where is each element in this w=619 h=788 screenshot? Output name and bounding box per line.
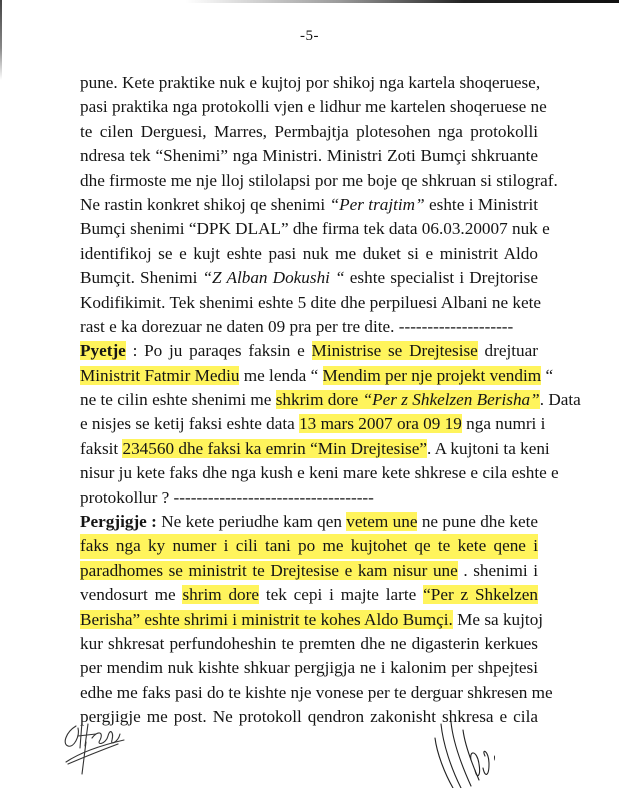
scan-top-edge xyxy=(0,0,619,3)
page-number: -5- xyxy=(300,28,319,44)
highlighted-text: 234560 dhe faksi ka emrin “Min Drejtesise” xyxy=(122,438,428,458)
document-body xyxy=(80,71,581,730)
question-label: Pyetje xyxy=(80,341,126,361)
text-run: . A kujtoni ta keni xyxy=(427,438,550,458)
text-line: kur shkresat perfundoheshin te premten dhe ne digasterin kerkues xyxy=(80,633,538,653)
text-line: rast e ka dorezuar ne daten 09 pra per tre dite. -------------------- xyxy=(80,316,514,336)
highlighted-text: Mendim per nje projekt vendim xyxy=(322,365,542,385)
text-line xyxy=(80,583,538,607)
text-line xyxy=(80,559,538,583)
text-line: pergjigje me post. Ne protokoll qendron zakonisht shkresa e cila xyxy=(80,707,538,727)
text-line: nisur ju kete faks dhe nga kush e keni mare kete shkrese e cila eshte e xyxy=(80,463,559,483)
highlighted-text: paradhomes se ministrit te Drejtesise e kam nisur une xyxy=(80,560,458,580)
text-line: protokollur ? ----------------------------------- xyxy=(80,487,374,507)
highlighted-text: Ministrit Fatmir Mediu xyxy=(80,365,240,385)
text-run: Ne rastin konkret shikoj qe shenimi xyxy=(80,194,330,214)
italic-note: “Z Alban Dokushi “ xyxy=(202,268,345,288)
highlighted-text: 13 mars 2007 ora 09 19 xyxy=(299,414,462,434)
highlighted-text: “Per z Shkelzen xyxy=(423,585,538,605)
text-line xyxy=(80,437,550,461)
text-run: eshte i Ministrit xyxy=(424,194,538,214)
highlighted-text: shrim dore xyxy=(182,585,259,605)
text-line: pasi praktika nga protokolli vjen e lidhur me kartelen shoqeruese ne xyxy=(80,97,547,117)
text-run: ne pune dhe kete xyxy=(417,512,538,532)
text-run: tek cepi i majte larte xyxy=(259,585,424,605)
text-run: e nisjes se ketij faksi eshte data xyxy=(80,414,300,434)
highlighted-text: Ministrise se Drejtesise xyxy=(311,341,478,361)
text-run: faksit xyxy=(80,438,123,458)
italic-note: “Per trajtim” xyxy=(329,194,425,214)
signature-left xyxy=(58,718,128,786)
highlighted-text: vetem une xyxy=(346,512,418,532)
question-line xyxy=(80,339,538,363)
text-run: nga numri i xyxy=(461,414,546,434)
text-line: edhe me faks pasi do te kishte nje vonese per te derguar shkresen me xyxy=(80,682,553,702)
text-line xyxy=(80,608,544,632)
text-line: dhe firmoste me nje lloj stilolapsi por me boje qe shkruan si stilograf. xyxy=(80,170,558,190)
text-run: Ne kete periudhe kam qen xyxy=(156,512,347,532)
text-line: ndresa tek “Shenimi” nga Ministri. Ministri Zoti Bumçi shkruante xyxy=(80,146,538,166)
text-line: identifikoj se e kujt eshte pasi nuk me duket si e ministrit Aldo xyxy=(80,243,538,263)
text-line: te cilen Derguesi, Marres, Permbajtja plotesohen nga protokolli xyxy=(80,121,538,141)
text-run: eshte specialist i Drejtorise xyxy=(344,268,538,288)
text-run: “ xyxy=(541,365,554,385)
text-run: . shenimi i xyxy=(457,560,538,580)
text-line xyxy=(80,412,546,436)
highlighted-text: Berisha” eshte shrimi i ministrit te kohes Aldo Bumçi. xyxy=(80,609,453,629)
text-line: per mendim nuk kishte shkuar pergjigja ne i kalonim per shpejtesi xyxy=(80,658,538,678)
answer-line xyxy=(80,510,538,534)
text-run: Bumçit. Shenimi xyxy=(80,268,203,288)
answer-label: Pergjigje : xyxy=(80,512,157,532)
text-line: Bumçi shenimi “DPK DLAL” dhe firma tek data 06.03.20007 nuk e xyxy=(80,219,550,239)
text-run: . Data xyxy=(539,390,581,410)
text-line: Kodifikimit. Tek shenimi eshte 5 dite dhe perpiluesi Albani ne kete xyxy=(80,292,542,312)
text-line xyxy=(80,193,538,217)
text-run: : Po ju paraqes faksin e xyxy=(125,341,312,361)
text-line xyxy=(80,364,554,388)
text-run: vendosurt me xyxy=(80,585,183,605)
text-run: drejtuar xyxy=(477,341,538,361)
text-run: me lenda “ xyxy=(239,365,323,385)
text-line xyxy=(80,388,581,412)
highlighted-line: faks nga ky numer i cili tani po me kujtohet qe te kete qene i xyxy=(80,534,538,558)
highlighted-italic-text: “Per z Shkelzen Berisha” xyxy=(362,390,540,410)
text-run: Me sa kujtoj xyxy=(452,609,544,629)
text-line: pune. Kete praktike nuk e kujtoj por shikoj nga kartela shoqeruese, xyxy=(80,73,541,92)
highlighted-text: shkrim dore xyxy=(275,390,363,410)
text-line xyxy=(80,266,538,290)
signature-right xyxy=(415,720,495,788)
text-run: ne te cilin eshte shenimi me xyxy=(80,390,276,410)
